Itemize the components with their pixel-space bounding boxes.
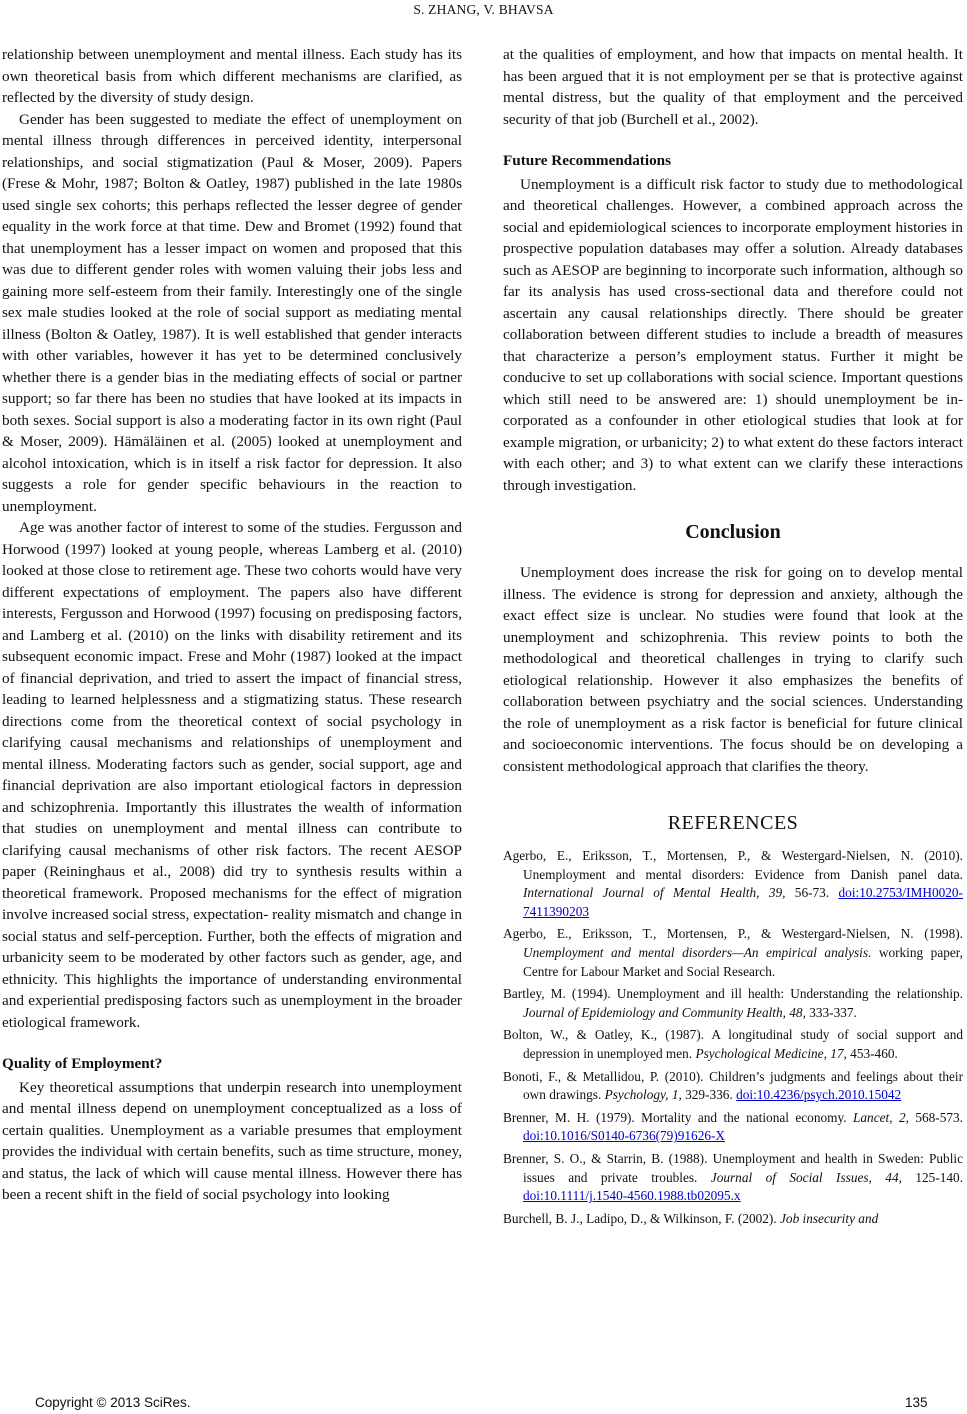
reference-pages: 329-336.	[681, 1087, 733, 1103]
reference-source: Lancet, 2,	[853, 1109, 909, 1125]
conclusion-heading: Conclusion	[685, 521, 781, 543]
reference-item	[503, 925, 963, 981]
reference-authors: Agerbo, E., Eriksson, T., Mortensen, P., & Westergard-Nielsen, N. (1998).	[503, 926, 963, 942]
paragraph-age: Age was another factor of interest to some of the studies. Fergusson and Horwood (1997) looked at young people, whereas Lamberg et al. (2010) looked at those close to retirement age. These two cohorts would have very different expectations of employment. The papers also have different interests, Fergusson and Horwood (1997) focusing on predisposing factors, and Lamberg et al. (2010) on the links with disability retirement and its subsequent economic impact. Frese and Mohr (1987) looked at the impact of financial deprivation, and tried to assert the impact of financial stress, leading to learned helplessness and a stigmatizing status. These research directions come from the theoretical context of social psychology in clarifying causal mechanisms and relationships of unemployment and mental illness. Moderating factors such as gender, social support, age and financial deprivation are also important etiological factors in depression and schizophrenia. Importantly this illustrates the wealth of information that studies on unemployment and mental illness can contribute to clarifying causal mechanisms of other risk factors. The recent AESOP paper (Reininghaus et al., 2008) did try to synthesis results within a theoretical framework. Proposed mechanisms for the effect of migration involve increased social stress, expectation- reality mismatch and change in social status and self-perception. Further, both the effects of migration and urbanicity seem to be moderated by other factors such as gender, age, and ethnicity. This highlights the importance of understanding environmental and experiential predisposing factors such as unemployment in the broader etiological framework.	[2, 519, 462, 1031]
paragraph-conclusion: Unemployment does increase the risk for going on to develop mental illness. The evidence is strong for depression and anxiety, although the exact effect size is unclear. No studies were found that look at the unemployment and schizophrenia. This review points to both the methodological and theoretical challenges in trying to clarify such etiological relationship. However it also emphasizes the benefits of collaboration between psychiatry and the social sciences. Understanding the role of unemployment as a risk factor is beneficial for future clinical and socioeconomic interventions. The focus should be on developing a consistent methodological approach that clarifies the theory.	[503, 564, 963, 775]
reference-source: Job insecurity and	[780, 1210, 879, 1226]
reference-doi-link[interactable]: doi:10.1016/S0140-6736(79)91626-X	[523, 1128, 726, 1144]
right-column	[503, 44, 963, 1232]
reference-source: Psychology, 1,	[604, 1087, 682, 1103]
references-heading: REFERENCES	[667, 812, 799, 834]
page-number: 135	[905, 1395, 928, 1410]
reference-item	[503, 1109, 963, 1146]
reference-pages: 333-337.	[805, 1004, 857, 1020]
running-head: S. ZHANG, V. BHAVSA	[413, 2, 554, 17]
reference-authors: Bolton, W., & Oatley, K., (1987). A longitudinal study of social support and depression in unemployed men.	[503, 1027, 963, 1061]
reference-authors: Bonoti, F., & Metallidou, P. (2010). Children’s judgments and feelings about their own drawings.	[503, 1068, 963, 1103]
reference-source: Journal of Epidemiology and Community Health, 48,	[523, 1004, 806, 1020]
paragraph-quality: Key theoretical assumptions that underpin research into unemployment and mental illness depend on unemployment conceptualized as a loss of certain qualities. Unemployment as a variable presumes that employment provides the individual with certain benefits, such as time structure, money, and status, the lack of which will cause mental illness. However there has been a recent shift in the field of social psychology into looking	[2, 1078, 462, 1203]
reference-authors: Agerbo, E., Eriksson, T., Mortensen, P., & Westergard-Nielsen, N. (2010). Unemployment and mental disorders: Evidence from Danish panel data.	[503, 848, 963, 882]
paragraph-gender: Gender has been suggested to mediate the effect of unemployment on mental illness through differences in perceived identity, interpersonal relationships, and social stigmatization (Paul & Moser, 2009). Papers (Frese & Mohr, 1987; Bolton & Oatley, 1987) published in the late 1980s used single sex cohorts; this perhaps reflected the lesser degree of gender equality in the work force at that time. Dew and Bromet (1992) found that that unemployment has a lesser impact on women and proposed that this was due to different gender roles with women valuing their jobs less and gaining more self-esteem from their family. Interestingly one of the single sex male studies looked at the role of social support as mediating mental illness (Bolton & Oatley, 1987). It is well established that gender interacts with other variables, however it has yet to be determined conclusively whether there is a gender bias in the mediating effects of social or partner support; so far there has been no studies that have looked at its impacts in both sexes. Social support is also a moderating factor in its own right (Paul & Moser, 2009). Hämäläinen et al. (2005) looked at unemployment and alcohol intoxication, which is in itself a risk factor for depression. It also suggests a role for gender specific behaviours in the reaction to unemployment.	[2, 110, 462, 515]
references-list	[503, 847, 963, 1228]
reference-item	[503, 1210, 963, 1229]
reference-item	[503, 1026, 963, 1063]
reference-source: Journal of Social Issues, 44,	[710, 1169, 902, 1185]
paragraph-future: Unemployment is a difficult risk factor to study due to methodological and theoretical challenges. However, a combined approach across the social and epidemiological sciences to incorporate employment histories in prospective population databases may offer a solution. Already databases such as AESOP are beginning to incorporate such information, although so far its analysis has used cross-sectional data and therefore could not ascertain any causal relationships directly. There should be greater collaboration between different studies to include a breadth of measures that characterize a person’s employment status. Further it might be conducive to set up collaborations with social science. Important questions which still need to be answered are: 1) should unemployment be incorporated as a confounder in other etiological studies that look at for example migration, or urbanicity; 2) to what extent do these factors interact with each other; and 3) to what extent can we clarify these interactions through investigation.	[503, 175, 963, 494]
reference-item	[503, 985, 963, 1022]
reference-pages: 56-73.	[785, 885, 830, 901]
reference-pages: 453-460.	[846, 1045, 898, 1061]
quality-of-employment-heading: Quality of Employment?	[2, 1055, 163, 1072]
reference-doi-link[interactable]: doi:10.2753/IMH0020-7411390203	[523, 885, 963, 919]
reference-pages: 568-573.	[908, 1109, 964, 1125]
reference-authors: Bartley, M. (1994). Unemployment and ill health: Understanding the relationship.	[503, 986, 963, 1002]
left-column	[2, 44, 462, 1206]
reference-doi-link[interactable]: doi:10.4236/psych.2010.15042	[736, 1087, 902, 1103]
future-recommendations-heading: Future Recommendations	[503, 152, 672, 169]
reference-authors: Brenner, M. H. (1979). Mortality and the national economy.	[503, 1109, 854, 1125]
reference-source: Unemployment and mental disorders—An empirical analysis	[523, 944, 869, 960]
paragraph: at the qualities of employment, and how that impacts on mental health. It has been argued that it is not employment per se that is protective against mental distress, but the quality of that employment and the perceived security of that job (Burchell et al., 2002).	[503, 46, 963, 128]
reference-source: Psychological Medicine, 17,	[695, 1045, 847, 1061]
reference-item	[503, 1150, 963, 1206]
reference-item	[503, 847, 963, 921]
paragraph: relationship between unemployment and mental illness. Each study has its own theoretical basis from which different mechanisms are clarified, as reflected by the diversity of study design.	[2, 46, 462, 106]
reference-authors: Burchell, B. J., Ladipo, D., & Wilkinson, F. (2002).	[503, 1210, 781, 1226]
reference-source: International Journal of Mental Health, 39,	[523, 885, 786, 901]
reference-item	[503, 1068, 963, 1105]
reference-pages: . working paper, Centre for Labour Market and Social Research.	[523, 944, 963, 979]
reference-pages: 125-140.	[901, 1169, 964, 1185]
reference-authors: Brenner, S. O., & Starrin, B. (1988). Unemployment and health in Sweden: Public issues and private troubles.	[503, 1150, 963, 1185]
copyright-footer: Copyright © 2013 SciRes.	[35, 1395, 191, 1410]
reference-doi-link[interactable]: doi:10.1111/j.1540-4560.1988.tb02095.x	[523, 1188, 741, 1204]
